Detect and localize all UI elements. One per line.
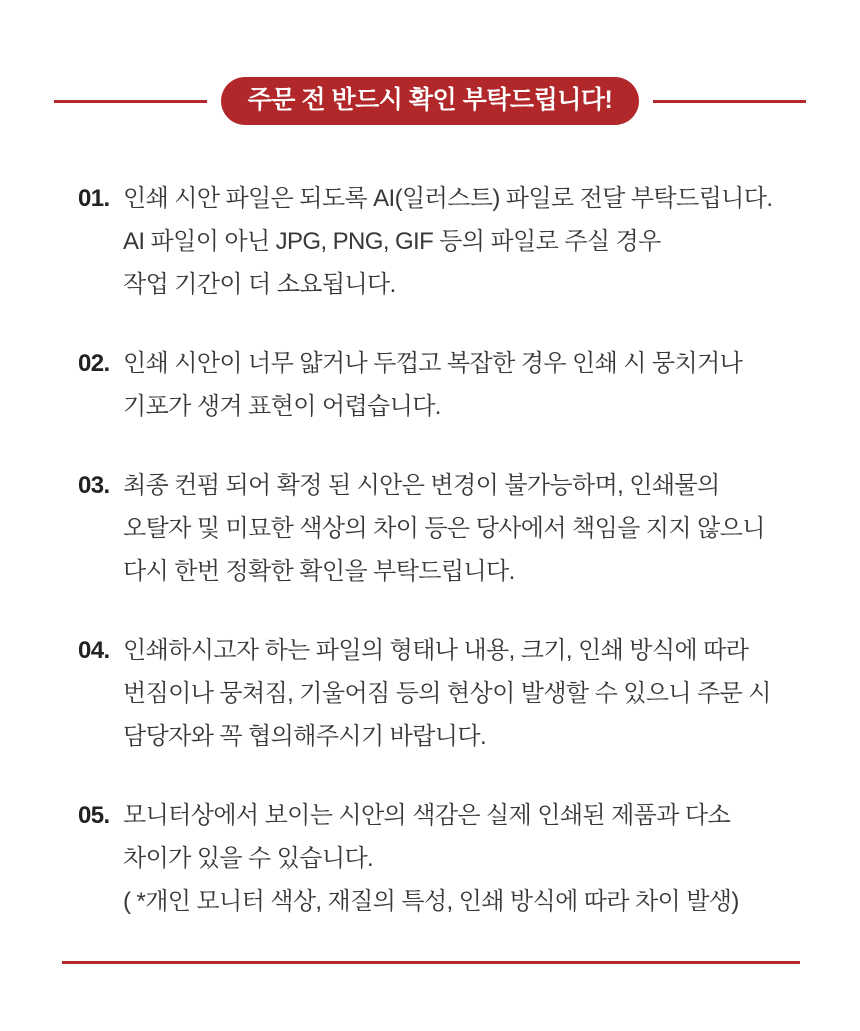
notice-item-02	[78, 342, 800, 428]
notice-line: 기포가 생겨 표현이 어렵습니다.	[123, 393, 441, 420]
notice-line: 다시 한번 정확한 확인을 부탁드립니다.	[123, 558, 515, 585]
notice-line: 번짐이나 뭉쳐짐, 기울어짐 등의 현상이 발생할 수 있으니 주문 시	[123, 680, 771, 707]
notice-header	[0, 0, 860, 125]
notice-text	[123, 794, 739, 923]
notice-text	[123, 342, 742, 428]
notice-text	[123, 464, 765, 593]
notice-item-04	[78, 629, 800, 758]
notice-line: 작업 기간이 더 소요됩니다.	[123, 271, 396, 298]
notice-line: 오탈자 및 미묘한 색상의 차이 등은 당사에서 책임을 지지 않으니	[123, 515, 765, 542]
header-badge: 주문 전 반드시 확인 부탁드립니다!	[221, 77, 640, 125]
notice-number: 02.	[78, 350, 110, 377]
notice-line: 인쇄 시안 파일은 되도록 AI(일러스트) 파일로 전달 부탁드립니다.	[123, 185, 773, 212]
header-divider-right	[653, 100, 806, 103]
notice-text	[123, 177, 772, 306]
notice-item-03	[78, 464, 800, 593]
notice-line: ( *개인 모니터 색상, 재질의 특성, 인쇄 방식에 따라 차이 발생)	[123, 888, 739, 915]
notice-list	[78, 177, 800, 923]
notice-number: 01.	[78, 185, 110, 212]
notice-text	[123, 629, 771, 758]
notice-line: 최종 컨펌 되어 확정 된 시안은 변경이 불가능하며, 인쇄물의	[123, 472, 720, 499]
bottom-divider	[62, 961, 800, 964]
notice-number: 03.	[78, 472, 110, 499]
header-divider-left	[54, 100, 207, 103]
notice-number: 05.	[78, 802, 110, 829]
notice-item-01	[78, 177, 800, 306]
notice-number: 04.	[78, 637, 110, 664]
notice-line: 모니터상에서 보이는 시안의 색감은 실제 인쇄된 제품과 다소	[123, 802, 731, 829]
notice-line: 인쇄 시안이 너무 얇거나 두껍고 복잡한 경우 인쇄 시 뭉치거나	[123, 350, 743, 377]
notice-line: 담당자와 꼭 협의해주시기 바랍니다.	[123, 723, 487, 750]
notice-line: 차이가 있을 수 있습니다.	[123, 845, 374, 872]
notice-line: 인쇄하시고자 하는 파일의 형태나 내용, 크기, 인쇄 방식에 따라	[123, 637, 749, 664]
notice-item-05	[78, 794, 800, 923]
notice-line: AI 파일이 아닌 JPG, PNG, GIF 등의 파일로 주실 경우	[123, 228, 661, 255]
